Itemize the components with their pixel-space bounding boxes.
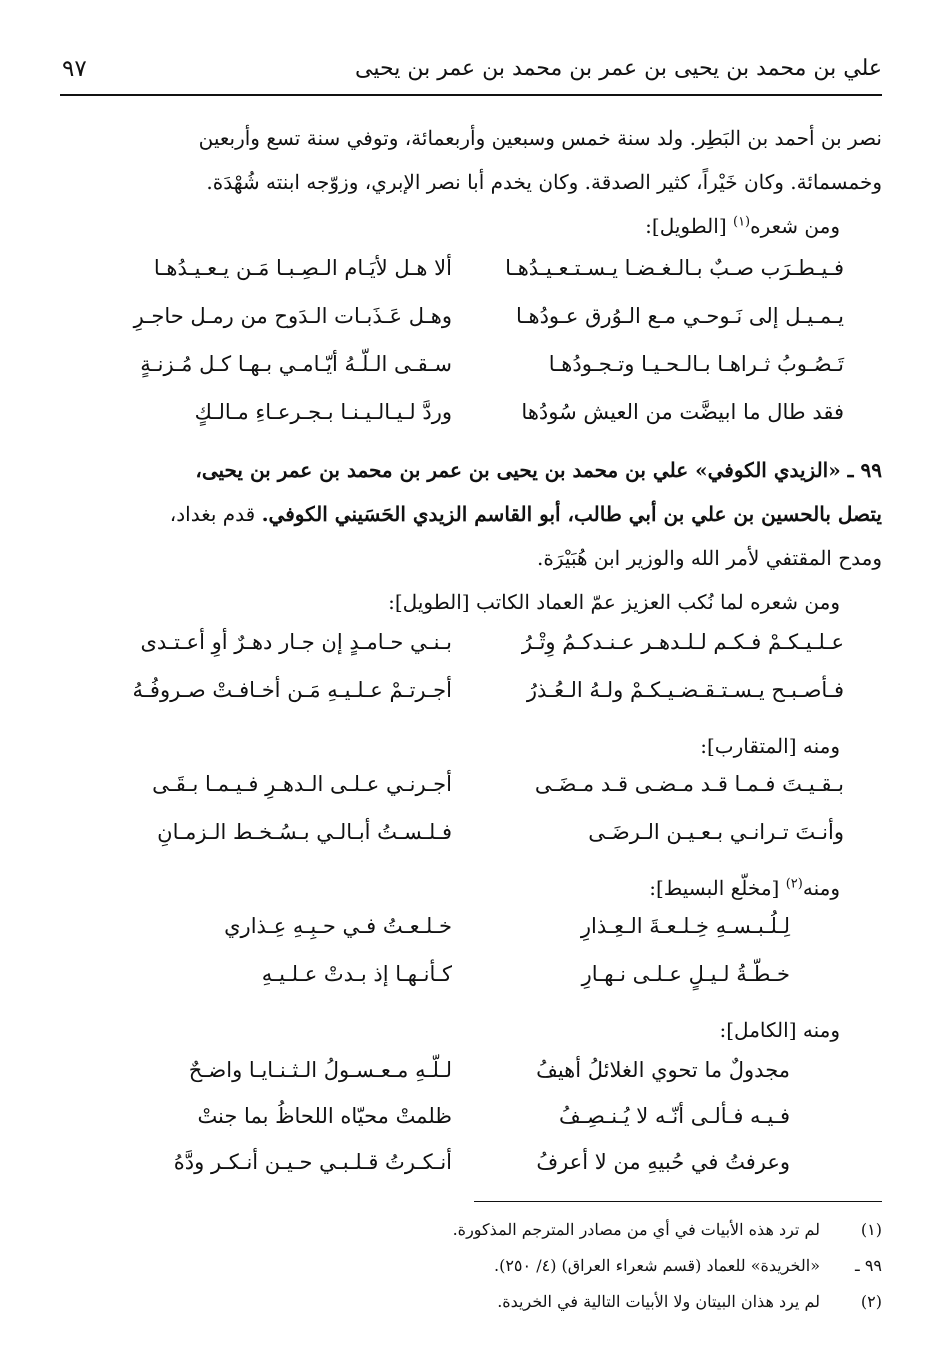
- poem1-verse-3-second: تَـصُـوبُ ثـراهـا بـالـحـيـا وتـجـودُهـا: [548, 352, 844, 376]
- poem1-intro-text: ومن شعره: [750, 214, 840, 238]
- poem4-verse-2-second: خـطّـةُ لـيـلٍ عـلـى نـهـارِ: [581, 962, 790, 986]
- poem3-intro: ومنه [المتقارب]:: [700, 734, 840, 758]
- footnote-2: [60, 1256, 882, 1284]
- poem5-verse-2-first: ظلمتْ محيّاه اللحاظُ بما جنتْ: [197, 1104, 452, 1128]
- poem5-verse-1-second: مجدولٌ ما تحوي الغلائلُ أهيفُ: [536, 1058, 790, 1082]
- poem3-verse-2-first: فـلـسـتُ أبـالـي بـسُـخـط الـزمـانِ: [157, 820, 452, 844]
- poem5-verse-2-second: فـيـه فـألـى أنّـه لا يُـنـصِـفُ: [559, 1104, 790, 1128]
- poem4-intro-block: [60, 866, 882, 910]
- poem1-verse-2-first: وهـل عَـذَبـات الـدَوح من رمـل حاجـرِ: [133, 304, 452, 328]
- poem4-verse-1-first: خـلـعـتُ فـي حـبِـهِ عِـذاري: [224, 914, 452, 938]
- poem4-verse-2-first: كـأنـهـا إذ بـدتْ عـلـيـهِ: [261, 962, 452, 986]
- running-header-title: علي بن محمد بن يحيى بن عمر بن محمد بن عمر بن يحيى: [355, 56, 882, 81]
- poem1-verse-1-second: فـيـطـرَب صـبٌ بـالـغـضـا يـسـتـعـيـدُهـا: [505, 256, 844, 280]
- poem2-verse-1-first: بـنـي حـامـدٍ إن جـار دهـرٌ أوِ أعـتـدى: [140, 630, 452, 654]
- footnote-3-mark: (٢): [860, 1292, 882, 1311]
- poem4-meter: [مخلّع البسيط]:: [649, 876, 780, 900]
- poem3-intro-block: [60, 724, 882, 768]
- page-number: ٩٧: [62, 56, 87, 82]
- poem1-verse-4-second: فقد طال ما ابيضَّت من العيش سُودُها: [521, 400, 844, 424]
- entry99-line-2: [60, 492, 882, 536]
- poem3-verse-2-second: وأنـتَ تـرانـي بـعـيـن الـرضَـى: [588, 820, 844, 844]
- footnote-divider: [474, 1201, 882, 1202]
- poem1-verse-1-first: ألا هـل لأيَـام الـصِـبـا مَـن يـعـيـدُهـا: [153, 256, 452, 280]
- intro-paragraph: [60, 116, 882, 248]
- poem1-verse-3-first: سـقـى الـلّـهُ أيّـامـي بـهـا كـل مُـزنـةٍ: [140, 352, 452, 376]
- entry99-line-2-rest: قدم بغداد،: [169, 502, 262, 526]
- footnote-1: [60, 1220, 882, 1248]
- footnote-3-text: لم يرد هذان البيتان ولا الأبيات التالية في الخريدة.: [497, 1292, 820, 1311]
- entry99-line-3: ومدح المقتفي لأمر الله والوزير ابن هُبَيْرَة.: [537, 546, 882, 570]
- entry99-line-2-bold: يتصل بالحسين بن علي بن أبي طالب، أبو القاسم الزيدي الحَسَيني الكوفي.: [261, 502, 882, 526]
- poem4-intro-text: ومنه: [802, 876, 840, 900]
- poem5-verse-1-first: لـلّـهِ مـعـسـولُ الـثـنـايـا واضـحٌ: [188, 1058, 452, 1082]
- poem5-intro-block: [60, 1008, 882, 1052]
- intro-line-1: نصر بن أحمد بن البَطِر. ولد سنة خمس وسبعين وأربعمائة، وتوفي سنة تسع وأربعين: [198, 126, 882, 150]
- poem4-intro: [60, 866, 882, 910]
- poem5-intro: ومنه [الكامل]:: [719, 1018, 840, 1042]
- poem3-verse-1-second: بـقـيـتَ فـمـا قـد مـضـى قـد مـضَـى: [534, 772, 844, 796]
- intro-line-2: وخمسمائة. وكان خَيْراً، كثير الصدقة. وكان يخدم أبا نصر الإبري، وزوّجه ابنته شُهْدَة.: [206, 170, 882, 194]
- poem2-verse-2-second: فـأصـبـح يـسـتـقـضـيـكـمْ ولـهُ الـعُـذرُ: [526, 678, 844, 702]
- footnote-2-mark: ٩٩ ـ: [855, 1256, 882, 1275]
- poem2-verse-2-first: أجـرتـمْ عـلـيـهِ مَـن أخـافـتْ صـروفُـهُ: [132, 678, 452, 702]
- poem3-verse-1-first: أجـرنـي عـلـى الـدهـرِ فـيـمـا بـقَـى: [152, 772, 452, 796]
- poem1-verse-4-first: وردَّ لـيـالـيـنـا بـجـرعـاءِ مـالـكٍ: [194, 400, 452, 424]
- footnote-1-text: لم ترد هذه الأبيات في أي من مصادر المترجم المذكورة.: [452, 1220, 820, 1239]
- entry-99: [60, 448, 882, 624]
- poem5-verse-3-first: أنـكـرتُ قـلـبـي حـيـن أنـكـر ودَّهُ: [173, 1150, 452, 1174]
- footnote-2-text: «الخريدة» للعماد (قسم شعراء العراق) (٤/ ٢٥٠).: [494, 1256, 820, 1275]
- poem2-intro: ومن شعره لما نُكب العزيز عمّ العماد الكاتب [الطويل]:: [388, 590, 840, 614]
- footnote-3: [60, 1292, 882, 1320]
- entry99-line-1: ٩٩ ـ «الزيدي الكوفي» علي بن محمد بن يحيى بن عمر بن محمد بن عمر بن يحيى،: [195, 458, 882, 482]
- poem1-intro: [60, 204, 882, 248]
- poem5-verse-3-second: وعرفتُ في حُبيهِ من لا أعرفُ: [536, 1150, 790, 1174]
- footnote-1-mark: (١): [860, 1220, 882, 1239]
- footnote-ref-1: (١): [732, 214, 751, 230]
- running-header: [60, 48, 882, 96]
- poem4-verse-1-second: لِـلُـبـسـهِ خِـلـعـةَ الـعِـذارِ: [580, 914, 790, 938]
- poem1-meter: [الطويل]:: [645, 214, 727, 238]
- poem1-verse-2-second: يـمـيـل إلى نَـوحـي مـع الـوُرق عـودُهـا: [515, 304, 844, 328]
- footnote-ref-2: (٢): [785, 876, 803, 892]
- poem2-verse-1-second: عـلـيـكـمْ فـكـم لـلـدهـر عـنـدكـمُ وِتْـرُ: [521, 630, 844, 654]
